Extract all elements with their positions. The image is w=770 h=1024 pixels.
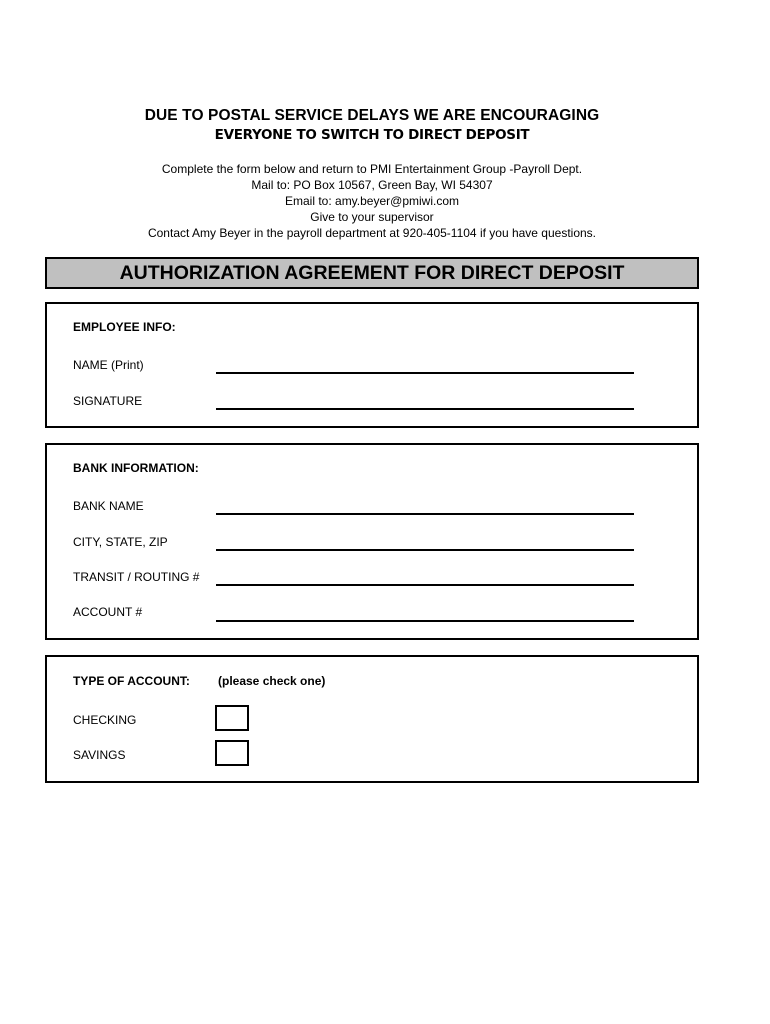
routing-number-label: TRANSIT / ROUTING # <box>73 570 200 584</box>
name-print-field[interactable] <box>216 372 634 374</box>
bank-information-heading: BANK INFORMATION: <box>73 461 199 475</box>
routing-number-field[interactable] <box>216 584 634 586</box>
savings-label: SAVINGS <box>73 748 126 762</box>
checking-checkbox[interactable] <box>215 705 249 731</box>
account-number-field[interactable] <box>216 620 634 622</box>
instruction-mail-to: Mail to: PO Box 10567, Green Bay, WI 54307 <box>251 178 493 192</box>
instruction-give-supervisor: Give to your supervisor <box>310 210 434 224</box>
notice-heading-line-1: DUE TO POSTAL SERVICE DELAYS WE ARE ENCOURAGING <box>144 107 600 124</box>
notice-heading-line-2: EVERYONE TO SWITCH TO DIRECT DEPOSIT <box>214 127 530 143</box>
signature-label: SIGNATURE <box>73 394 143 408</box>
city-state-zip-label: CITY, STATE, ZIP <box>73 535 168 549</box>
bank-name-label: BANK NAME <box>73 499 144 513</box>
checking-label: CHECKING <box>73 713 137 727</box>
instruction-contact: Contact Amy Beyer in the payroll department at 920-405-1104 if you have questions. <box>147 226 597 240</box>
form-title: AUTHORIZATION AGREEMENT FOR DIRECT DEPOSIT <box>119 262 625 284</box>
bank-name-field[interactable] <box>216 513 634 515</box>
signature-field[interactable] <box>216 408 634 410</box>
account-type-hint: (please check one) <box>218 674 326 688</box>
account-type-heading: TYPE OF ACCOUNT: <box>73 674 190 688</box>
account-number-label: ACCOUNT # <box>73 605 143 619</box>
instruction-complete-form: Complete the form below and return to PMI Entertainment Group -Payroll Dept. <box>161 162 583 176</box>
employee-info-heading: EMPLOYEE INFO: <box>73 320 176 334</box>
savings-checkbox[interactable] <box>215 740 249 766</box>
city-state-zip-field[interactable] <box>216 549 634 551</box>
form-title-banner <box>45 257 699 289</box>
instruction-email-to: Email to: amy.beyer@pmiwi.com <box>285 194 459 208</box>
name-print-label: NAME (Print) <box>73 358 144 372</box>
